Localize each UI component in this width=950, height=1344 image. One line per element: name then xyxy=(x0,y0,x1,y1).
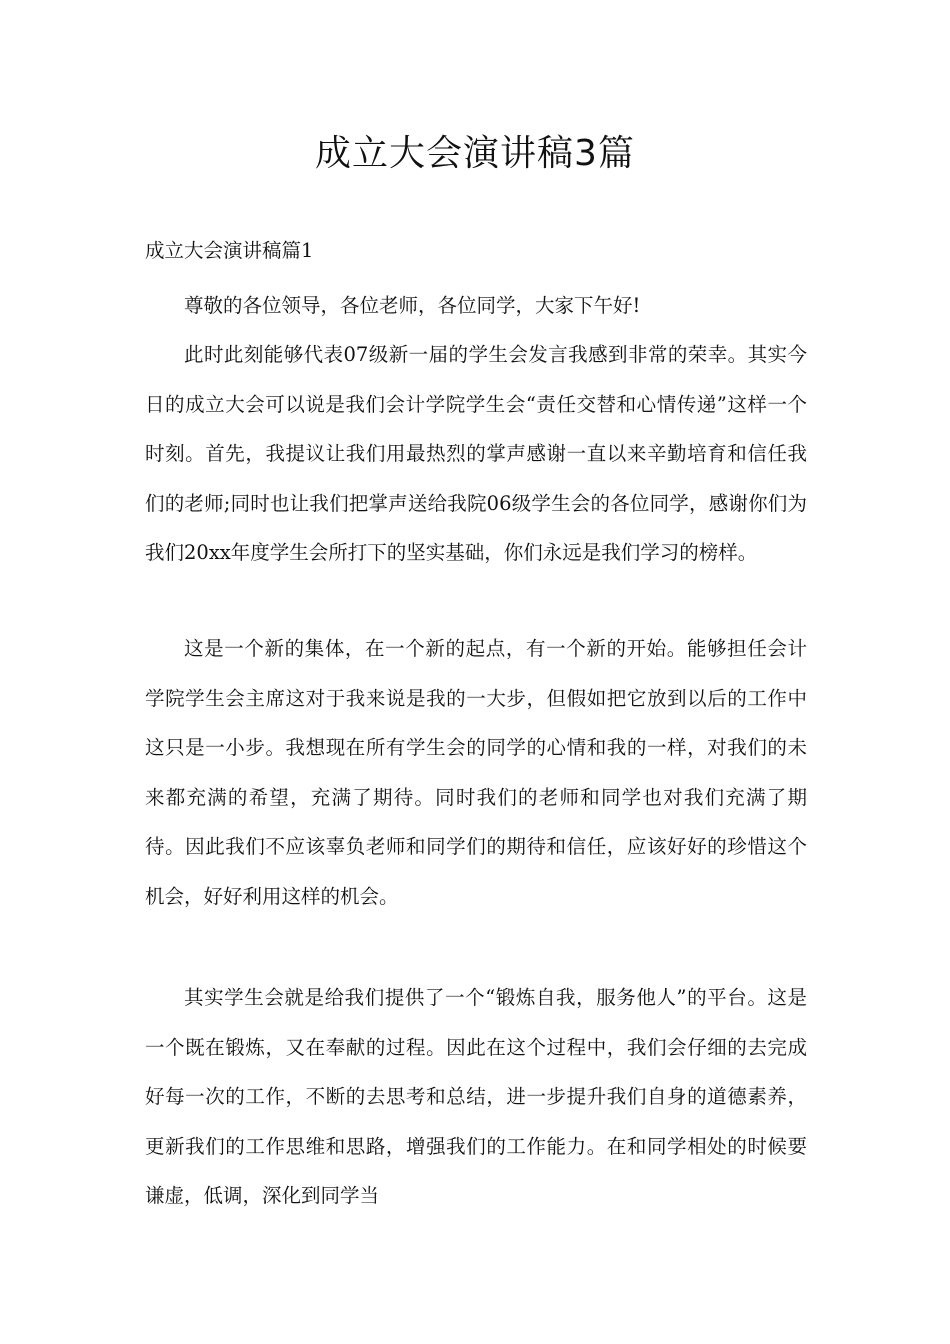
paragraph-platform: 其实学生会就是给我们提供了一个“锻炼自我，服务他人”的平台。这是一个既在锻炼，又在奉献的过程。因此在这个过程中，我们会仔细的去完成好每一次的工作，不断的去思考和总结，进一步提升我们自身的道德素养，更新我们的工作思维和思路，增强我们的工作能力。在和同学相处的时候要谦虚，低调，深化到同学当 xyxy=(145,986,807,1207)
paragraph-intro: 此时此刻能够代表07级新一届的学生会发言我感到非常的荣幸。其实今日的成立大会可以说是我们会计学院学生会“责任交替和心情传递”这样一个时刻。首先，我提议让我们用最热烈的掌声感谢一直以来辛勤培育和信任我们的老师;同时也让我们把掌声送给我院06级学生会的各位同学，感谢你们为我们20xx年度学生会所打下的坚实基础，你们永远是我们学习的榜样。 xyxy=(145,343,807,564)
section-heading: 成立大会演讲稿篇1 xyxy=(145,239,314,262)
paragraph-greeting: 尊敬的各位领导，各位老师，各位同学，大家下午好! xyxy=(184,294,641,317)
document-title: 成立大会演讲稿3篇 xyxy=(315,133,635,174)
paragraph-new-collective: 这是一个新的集体，在一个新的起点，有一个新的开始。能够担任会计学院学生会主席这对于我来说是我的一大步，但假如把它放到以后的工作中这只是一小步。我想现在所有学生会的同学的心情和我的一样，对我们的未来都充满的希望，充满了期待。同时我们的老师和同学也对我们充满了期待。因此我们不应该辜负老师和同学们的期待和信任，应该好好的珍惜这个机会，好好利用这样的机会。 xyxy=(145,637,807,908)
